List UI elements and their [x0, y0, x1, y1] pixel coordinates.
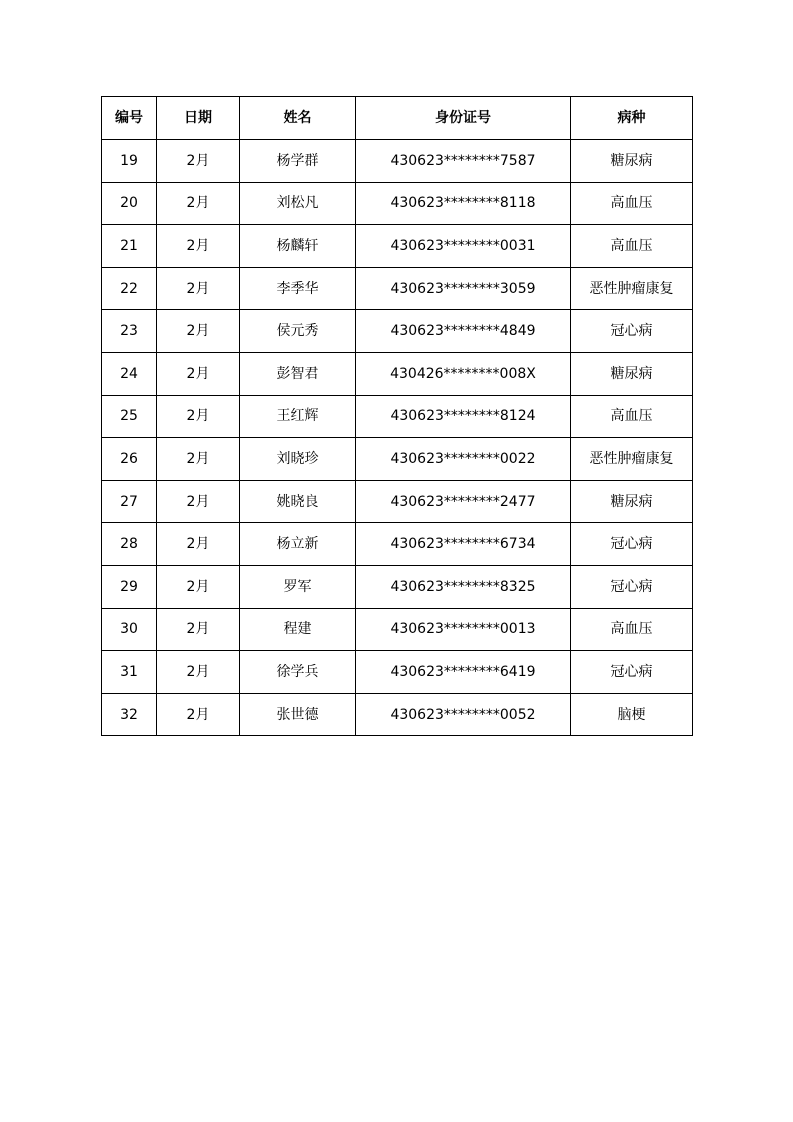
table-row: [102, 693, 693, 736]
cell-date: 2月: [157, 182, 240, 225]
cell-id-number: 430623********0022: [356, 438, 571, 481]
cell-disease: 冠心病: [571, 565, 693, 608]
cell-name: 侯元秀: [240, 310, 356, 353]
cell-disease: 冠心病: [571, 651, 693, 694]
cell-id-number: 430623********6734: [356, 523, 571, 566]
column-header-disease: 病种: [571, 97, 693, 140]
cell-no: 30: [102, 608, 157, 651]
table-row: [102, 182, 693, 225]
cell-date: 2月: [157, 267, 240, 310]
cell-name: 罗军: [240, 565, 356, 608]
cell-id-number: 430623********0031: [356, 225, 571, 268]
cell-date: 2月: [157, 608, 240, 651]
cell-disease: 冠心病: [571, 310, 693, 353]
cell-date: 2月: [157, 651, 240, 694]
table-row: [102, 310, 693, 353]
cell-no: 28: [102, 523, 157, 566]
cell-name: 程建: [240, 608, 356, 651]
cell-name: 张世德: [240, 693, 356, 736]
table-row: [102, 140, 693, 183]
cell-disease: 高血压: [571, 182, 693, 225]
cell-name: 王红辉: [240, 395, 356, 438]
table-row: [102, 438, 693, 481]
column-header-name: 姓名: [240, 97, 356, 140]
cell-no: 20: [102, 182, 157, 225]
cell-date: 2月: [157, 565, 240, 608]
cell-date: 2月: [157, 523, 240, 566]
table-row: [102, 395, 693, 438]
cell-date: 2月: [157, 225, 240, 268]
cell-id-number: 430426********008X: [356, 352, 571, 395]
cell-date: 2月: [157, 693, 240, 736]
table-body: [102, 140, 693, 736]
table-row: [102, 225, 693, 268]
table-row: [102, 565, 693, 608]
cell-date: 2月: [157, 310, 240, 353]
patient-table: [101, 96, 693, 736]
cell-disease: 恶性肿瘤康复: [571, 267, 693, 310]
cell-id-number: 430623********4849: [356, 310, 571, 353]
cell-no: 19: [102, 140, 157, 183]
cell-no: 29: [102, 565, 157, 608]
table-row: [102, 651, 693, 694]
cell-no: 21: [102, 225, 157, 268]
table-row: [102, 267, 693, 310]
cell-disease: 冠心病: [571, 523, 693, 566]
cell-no: 31: [102, 651, 157, 694]
column-header-id: 身份证号: [356, 97, 571, 140]
cell-id-number: 430623********0013: [356, 608, 571, 651]
cell-id-number: 430623********6419: [356, 651, 571, 694]
cell-no: 32: [102, 693, 157, 736]
cell-disease: 高血压: [571, 225, 693, 268]
cell-disease: 高血压: [571, 608, 693, 651]
cell-date: 2月: [157, 352, 240, 395]
cell-disease: 恶性肿瘤康复: [571, 438, 693, 481]
cell-id-number: 430623********8124: [356, 395, 571, 438]
cell-no: 25: [102, 395, 157, 438]
cell-name: 李季华: [240, 267, 356, 310]
table-row: [102, 480, 693, 523]
cell-date: 2月: [157, 438, 240, 481]
cell-disease: 糖尿病: [571, 480, 693, 523]
column-header-no: 编号: [102, 97, 157, 140]
cell-name: 刘松凡: [240, 182, 356, 225]
table-row: [102, 523, 693, 566]
cell-no: 23: [102, 310, 157, 353]
cell-id-number: 430623********0052: [356, 693, 571, 736]
cell-id-number: 430623********8325: [356, 565, 571, 608]
cell-date: 2月: [157, 140, 240, 183]
cell-name: 徐学兵: [240, 651, 356, 694]
cell-disease: 脑梗: [571, 693, 693, 736]
cell-no: 27: [102, 480, 157, 523]
cell-disease: 糖尿病: [571, 352, 693, 395]
cell-id-number: 430623********2477: [356, 480, 571, 523]
cell-no: 26: [102, 438, 157, 481]
cell-id-number: 430623********8118: [356, 182, 571, 225]
cell-id-number: 430623********7587: [356, 140, 571, 183]
cell-id-number: 430623********3059: [356, 267, 571, 310]
cell-date: 2月: [157, 395, 240, 438]
cell-no: 24: [102, 352, 157, 395]
cell-name: 彭智君: [240, 352, 356, 395]
cell-date: 2月: [157, 480, 240, 523]
cell-name: 姚晓良: [240, 480, 356, 523]
table-row: [102, 608, 693, 651]
table-row: [102, 352, 693, 395]
cell-disease: 高血压: [571, 395, 693, 438]
header-row: [102, 97, 693, 140]
cell-no: 22: [102, 267, 157, 310]
cell-name: 刘晓珍: [240, 438, 356, 481]
cell-name: 杨立新: [240, 523, 356, 566]
cell-disease: 糖尿病: [571, 140, 693, 183]
column-header-date: 日期: [157, 97, 240, 140]
table-header: [102, 97, 693, 140]
cell-name: 杨麟轩: [240, 225, 356, 268]
cell-name: 杨学群: [240, 140, 356, 183]
